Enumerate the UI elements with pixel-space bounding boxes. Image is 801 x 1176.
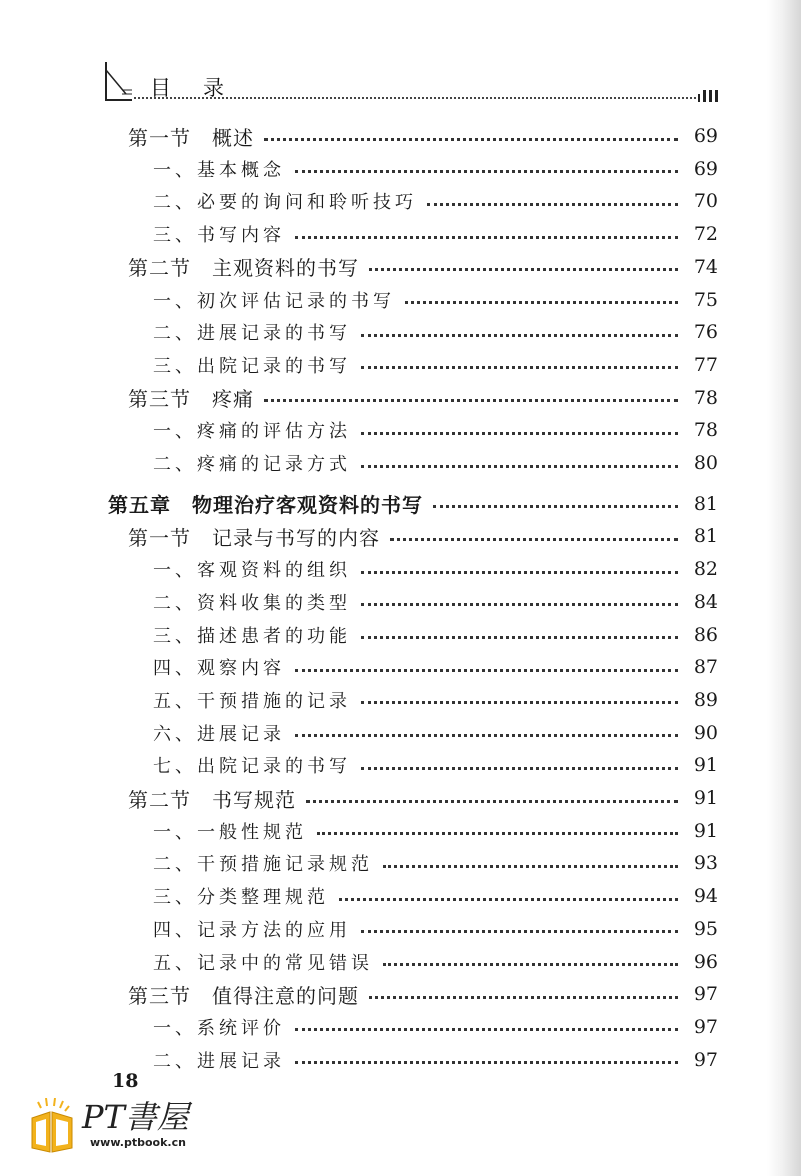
toc-entry-page: 94 <box>693 885 718 908</box>
toc-entry-page: 76 <box>693 321 718 344</box>
dot-leader <box>383 865 678 868</box>
toc-entry-page: 78 <box>693 419 718 442</box>
dot-leader <box>361 701 678 704</box>
toc-entry-label: 三、分类整理规范 <box>153 887 329 909</box>
toc-entry-item <box>153 186 718 216</box>
dot-leader <box>295 1061 678 1064</box>
toc-entry-label: 第三节 疼痛 <box>128 387 254 412</box>
toc-entry-label: 第二节 书写规范 <box>128 787 296 812</box>
dot-leader <box>405 301 678 304</box>
toc-entry-label: 六、进展记录 <box>153 723 285 745</box>
logo-url: www.ptbook.cn <box>90 1136 186 1149</box>
toc-entry-label: 三、书写内容 <box>153 225 285 247</box>
dot-leader <box>383 963 678 966</box>
toc-entry-page: 90 <box>693 721 718 744</box>
toc-entry-label: 一、基本概念 <box>153 159 285 181</box>
toc-entry-label: 五、干预措施的记录 <box>153 690 351 712</box>
toc-entry-item <box>153 750 718 780</box>
dot-leader <box>295 734 678 737</box>
publisher-logo <box>28 1092 208 1162</box>
toc-entry-label: 一、初次评估记录的书写 <box>153 290 395 312</box>
toc-entry-item <box>153 718 718 748</box>
dot-leader <box>361 432 678 435</box>
dot-leader <box>361 465 678 468</box>
toc-entry-page: 96 <box>693 950 718 973</box>
toc-entry-page: 77 <box>693 353 718 376</box>
dot-leader <box>295 236 678 239</box>
page-edge-shadow <box>767 0 801 1176</box>
toc-entry-page: 80 <box>693 452 718 474</box>
toc-entry-label: 第五章 物理治疗客观资料的书写 <box>108 493 423 518</box>
toc-entry-page: 87 <box>693 656 718 679</box>
dot-leader <box>433 505 678 508</box>
toc-entry-item <box>153 848 718 878</box>
page-header <box>104 60 724 106</box>
toc-entry-page: 91 <box>693 787 718 809</box>
toc-entry-section <box>128 783 718 813</box>
toc-entry-item <box>153 154 718 184</box>
dot-leader <box>361 930 678 933</box>
toc-entry-item <box>153 816 718 846</box>
toc-entry-label: 第一节 概述 <box>128 125 254 150</box>
toc-entry-label: 四、记录方法的应用 <box>153 919 351 941</box>
toc-entry-label: 二、疼痛的记录方式 <box>153 454 351 475</box>
toc-entry-item <box>153 448 718 478</box>
toc-entry-label: 二、资料收集的类型 <box>153 592 351 614</box>
toc-entry-label: 第一节 记录与书写的内容 <box>128 525 380 550</box>
toc-entry-label: 二、干预措施记录规范 <box>153 854 373 876</box>
toc-entry-item <box>153 415 718 445</box>
toc-entry-item <box>153 652 718 682</box>
toc-entry-label: 二、进展记录 <box>153 1050 285 1072</box>
toc-entry-label: 三、出院记录的书写 <box>153 355 351 377</box>
toc-entry-page: 75 <box>693 288 718 311</box>
toc-entry-section <box>128 383 718 413</box>
toc-entry-label: 二、进展记录的书写 <box>153 323 351 345</box>
toc-entry-item <box>153 947 718 977</box>
toc-entry-page: 74 <box>693 255 718 278</box>
dot-leader <box>361 767 678 770</box>
toc-entry-page: 82 <box>693 558 718 581</box>
dot-leader <box>295 669 678 672</box>
toc-entry-item <box>153 914 718 944</box>
dot-leader <box>306 800 678 803</box>
toc-entry-page: 93 <box>693 852 718 875</box>
toc-entry-page: 95 <box>693 917 718 940</box>
toc-entry-item <box>153 587 718 617</box>
toc-entry-label: 二、必要的询问和聆听技巧 <box>153 192 417 214</box>
dot-leader <box>317 832 678 835</box>
toc-entry-item <box>153 685 718 715</box>
dot-leader <box>361 366 678 369</box>
toc-entry-item <box>153 1012 718 1042</box>
toc-entry-label: 五、记录中的常见错误 <box>153 952 373 974</box>
toc-entry-item <box>153 219 718 249</box>
toc-entry-label: 七、出院记录的书写 <box>153 756 351 778</box>
toc-entry-label: 一、系统评价 <box>153 1017 285 1039</box>
dot-leader <box>369 996 678 999</box>
dot-leader <box>361 571 678 574</box>
toc-entry-page: 97 <box>693 983 718 1006</box>
toc-entry-item <box>153 554 718 584</box>
toc-entry-page: 81 <box>693 525 718 548</box>
dot-leader <box>339 898 678 901</box>
toc-entry-item <box>153 350 718 380</box>
toc-entry-section <box>128 979 718 1009</box>
toc-entry-label: 三、描述患者的功能 <box>153 625 351 647</box>
dot-leader <box>427 203 678 206</box>
corner-bracket-icon <box>104 60 134 102</box>
toc-entry-section <box>128 521 718 551</box>
dot-leader <box>390 538 678 541</box>
dot-leader <box>264 138 678 141</box>
logo-name: PT書屋 <box>82 1098 189 1136</box>
toc-entry-label: 四、观察内容 <box>153 658 285 680</box>
toc-entry-item <box>153 881 718 911</box>
dot-leader <box>361 603 678 606</box>
toc-entry-section <box>128 252 718 282</box>
toc-entry-page: 91 <box>693 754 718 777</box>
page-number: 18 <box>112 1070 139 1092</box>
toc-entry-chapter <box>108 489 718 519</box>
toc-entry-section <box>128 121 718 151</box>
toc-entry-label: 一、客观资料的组织 <box>153 560 351 582</box>
toc-entry-page: 72 <box>693 223 718 246</box>
toc-entry-page: 91 <box>693 819 718 842</box>
toc-entry-page: 70 <box>693 190 718 213</box>
toc-entry-page: 97 <box>693 1048 718 1071</box>
toc-entry-item <box>153 285 718 315</box>
toc-entry-label: 一、疼痛的评估方法 <box>153 421 351 443</box>
dot-leader <box>264 399 678 402</box>
dot-leader <box>361 636 678 639</box>
toc-entry-label: 第三节 值得注意的问题 <box>128 983 359 1008</box>
toc-entry-page: 78 <box>693 386 718 409</box>
dot-leader <box>361 334 678 337</box>
dot-leader <box>295 1028 678 1031</box>
toc-entry-page: 69 <box>693 157 718 180</box>
dot-leader <box>295 170 678 173</box>
header-dotted-rule <box>134 97 696 99</box>
toc-entry-page: 69 <box>693 125 718 147</box>
toc-entry-label: 一、一般性规范 <box>153 821 307 843</box>
toc-entry-page: 97 <box>693 1015 718 1038</box>
toc-entry-page: 89 <box>693 688 718 711</box>
toc-entry-item <box>153 620 718 650</box>
dot-leader <box>369 268 678 271</box>
header-bars-icon <box>698 88 724 104</box>
toc-entry-page: 84 <box>693 590 718 613</box>
toc-entry-item <box>153 317 718 347</box>
header-title: 目录 <box>150 76 256 100</box>
toc-entry-page: 86 <box>693 623 718 646</box>
toc-entry-label: 第二节 主观资料的书写 <box>128 256 359 281</box>
toc-entry-page: 81 <box>693 492 718 515</box>
toc-entry-item <box>153 1045 718 1075</box>
book-logo-icon <box>28 1098 78 1154</box>
